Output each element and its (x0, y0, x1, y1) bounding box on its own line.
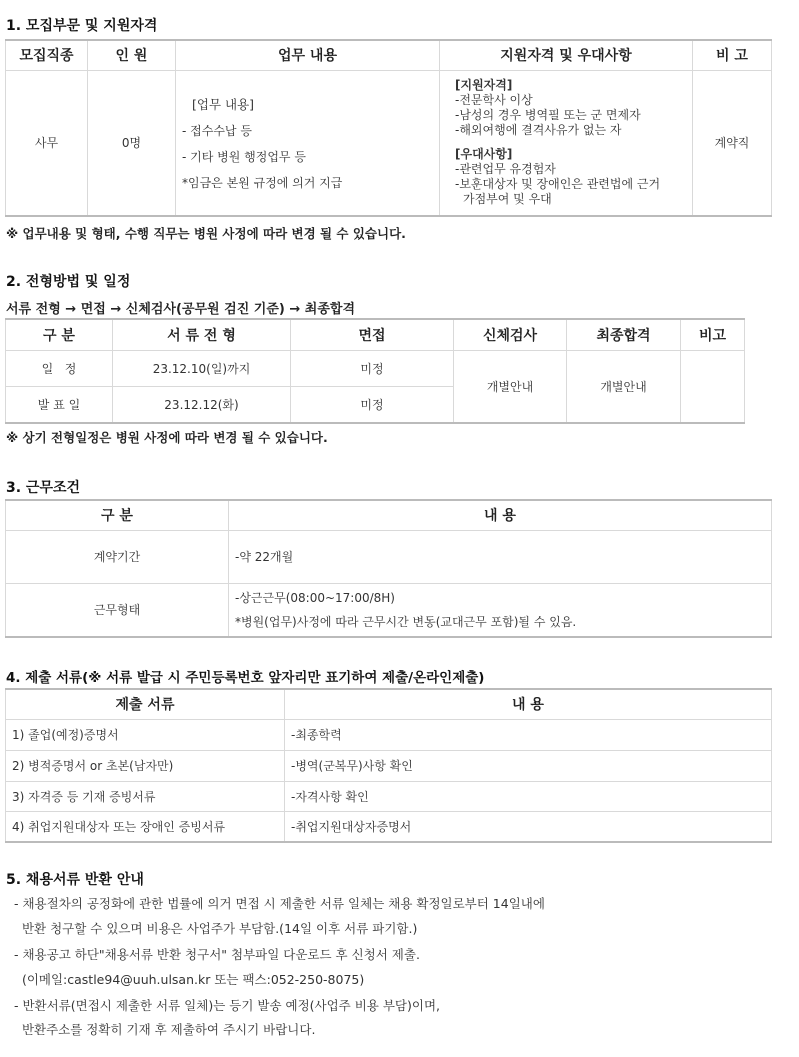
schedule-label: 일 정 (6, 350, 113, 386)
duty-cell (176, 70, 440, 216)
contract-period-label: 계약기간 (6, 530, 229, 583)
duty-item: - 기타 병원 행정업무 등 (182, 149, 306, 164)
col-header-note: 비 고 (693, 40, 772, 70)
schedule-table (5, 318, 745, 424)
interview-announce-date: 미정 (291, 386, 454, 423)
document-desc: -자격사항 확인 (285, 781, 772, 811)
col-header-job: 모집직종 (6, 40, 88, 70)
qualification-cell (440, 70, 693, 216)
document-deadline: 23.12.10(일)까지 (113, 350, 291, 386)
col-header-document: 서 류 전 형 (113, 319, 291, 350)
qual-item: -전문학사 이상 (455, 93, 533, 108)
document-desc: -취업지원대상자증명서 (285, 811, 772, 842)
col-header-division: 구 분 (6, 319, 113, 350)
recruit-table (5, 39, 772, 217)
announce-label: 발 표 일 (6, 386, 113, 423)
section2-title: 2. 전형방법 및 일정 (6, 274, 131, 290)
qual-item: -해외여행에 결격사유가 없는 자 (455, 123, 622, 138)
final-result-cell: 개별안내 (567, 350, 681, 423)
work-type-label: 근무형태 (6, 583, 229, 637)
document-name: 1) 졸업(예정)증명서 (6, 719, 285, 750)
duty-item: *임금은 본원 규정에 의거 지급 (182, 175, 343, 190)
document-name: 3) 자격증 등 기재 증빙서류 (6, 781, 285, 811)
return-guide-line: (이메일:castle94@uuh.ulsan.kr 또는 팩스:052-250-8075) (14, 972, 365, 987)
col-header-division: 구 분 (6, 500, 229, 530)
pref-item: -보훈대상자 및 장애인은 관련법에 근거 (455, 177, 661, 192)
col-header-final: 최종합격 (567, 319, 681, 350)
work-conditions-table (5, 499, 772, 638)
count-cell: 0명 (88, 70, 176, 216)
return-guide-line: - 채용공고 하단"채용서류 반환 청구서" 첨부파일 다운로드 후 신청서 제출. (14, 947, 420, 962)
work-hours: -상근근무(08:00~17:00/8H) (235, 591, 395, 606)
duty-title: [업무 내용] (192, 96, 255, 112)
col-header-interview: 면접 (291, 319, 454, 350)
job-cell: 사무 (6, 70, 88, 216)
work-hours-note: *병원(업무)사정에 따라 근무시간 변동(교대근무 포함)될 수 있음. (235, 615, 577, 630)
col-header-qualification: 지원자격 및 우대사항 (440, 40, 693, 70)
document-name: 4) 취업지원대상자 또는 장애인 증빙서류 (6, 811, 285, 842)
document-name: 2) 병적증명서 or 초본(남자만) (6, 750, 285, 781)
col-header-content: 내 용 (285, 689, 772, 719)
return-guide-line: 반환주소를 정확히 기재 후 제출하여 주시기 바랍니다. (14, 1022, 316, 1037)
document-desc: -병역(군복무)사항 확인 (285, 750, 772, 781)
remarks-cell (681, 350, 745, 423)
section3-title: 3. 근무조건 (6, 480, 81, 496)
contract-period-value: -약 22개월 (229, 530, 772, 583)
interview-date: 미정 (291, 350, 454, 386)
pref-item: 가점부여 및 우대 (463, 192, 552, 207)
document-announce-date: 23.12.12(화) (113, 386, 291, 423)
documents-table (5, 688, 772, 843)
col-header-documents: 제출 서류 (6, 689, 285, 719)
col-header-content: 내 용 (229, 500, 772, 530)
col-header-remarks: 비고 (681, 319, 745, 350)
col-header-duty: 업무 내용 (176, 40, 440, 70)
return-guide-line: - 반환서류(면접시 제출한 서류 일체)는 등기 발송 예정(사업주 비용 부담)이며, (14, 998, 441, 1013)
selection-flow: 서류 전형 → 면접 → 신체검사(공무원 검진 기준) → 최종합격 (6, 302, 356, 317)
return-guide-line: - 채용절차의 공정화에 관한 법률에 의거 면접 시 제출한 서류 일체는 채용 확정일로부터 14일내에 (14, 896, 545, 911)
section2-footnote: ※ 상기 전형일정은 병원 사정에 따라 변경 될 수 있습니다. (6, 430, 328, 445)
qual-item: -남성의 경우 병역필 또는 군 면제자 (455, 108, 641, 123)
col-header-count: 인 원 (88, 40, 176, 70)
section1-title: 1. 모집부문 및 지원자격 (6, 18, 158, 34)
return-guide-line: 반환 청구할 수 있으며 비용은 사업주가 부담함.(14일 이후 서류 파기함.) (14, 921, 418, 936)
work-type-value (229, 583, 772, 637)
qual-title: [지원자격] (455, 78, 513, 93)
contract-type-cell: 계약직 (693, 70, 772, 216)
pref-title: [우대사항] (455, 147, 513, 162)
physical-exam-cell: 개별안내 (454, 350, 567, 423)
col-header-physical: 신체검사 (454, 319, 567, 350)
section4-title: 4. 제출 서류(※ 서류 발급 시 주민등록번호 앞자리만 표기하여 제출/온라인제출) (6, 670, 485, 686)
document-desc: -최종학력 (285, 719, 772, 750)
duty-item: - 접수수납 등 (182, 123, 252, 138)
section1-footnote: ※ 업무내용 및 형태, 수행 직무는 병원 사정에 따라 변경 될 수 있습니다. (6, 226, 406, 241)
pref-item: -관련업무 유경험자 (455, 162, 556, 177)
section5-title: 5. 채용서류 반환 안내 (6, 872, 144, 888)
